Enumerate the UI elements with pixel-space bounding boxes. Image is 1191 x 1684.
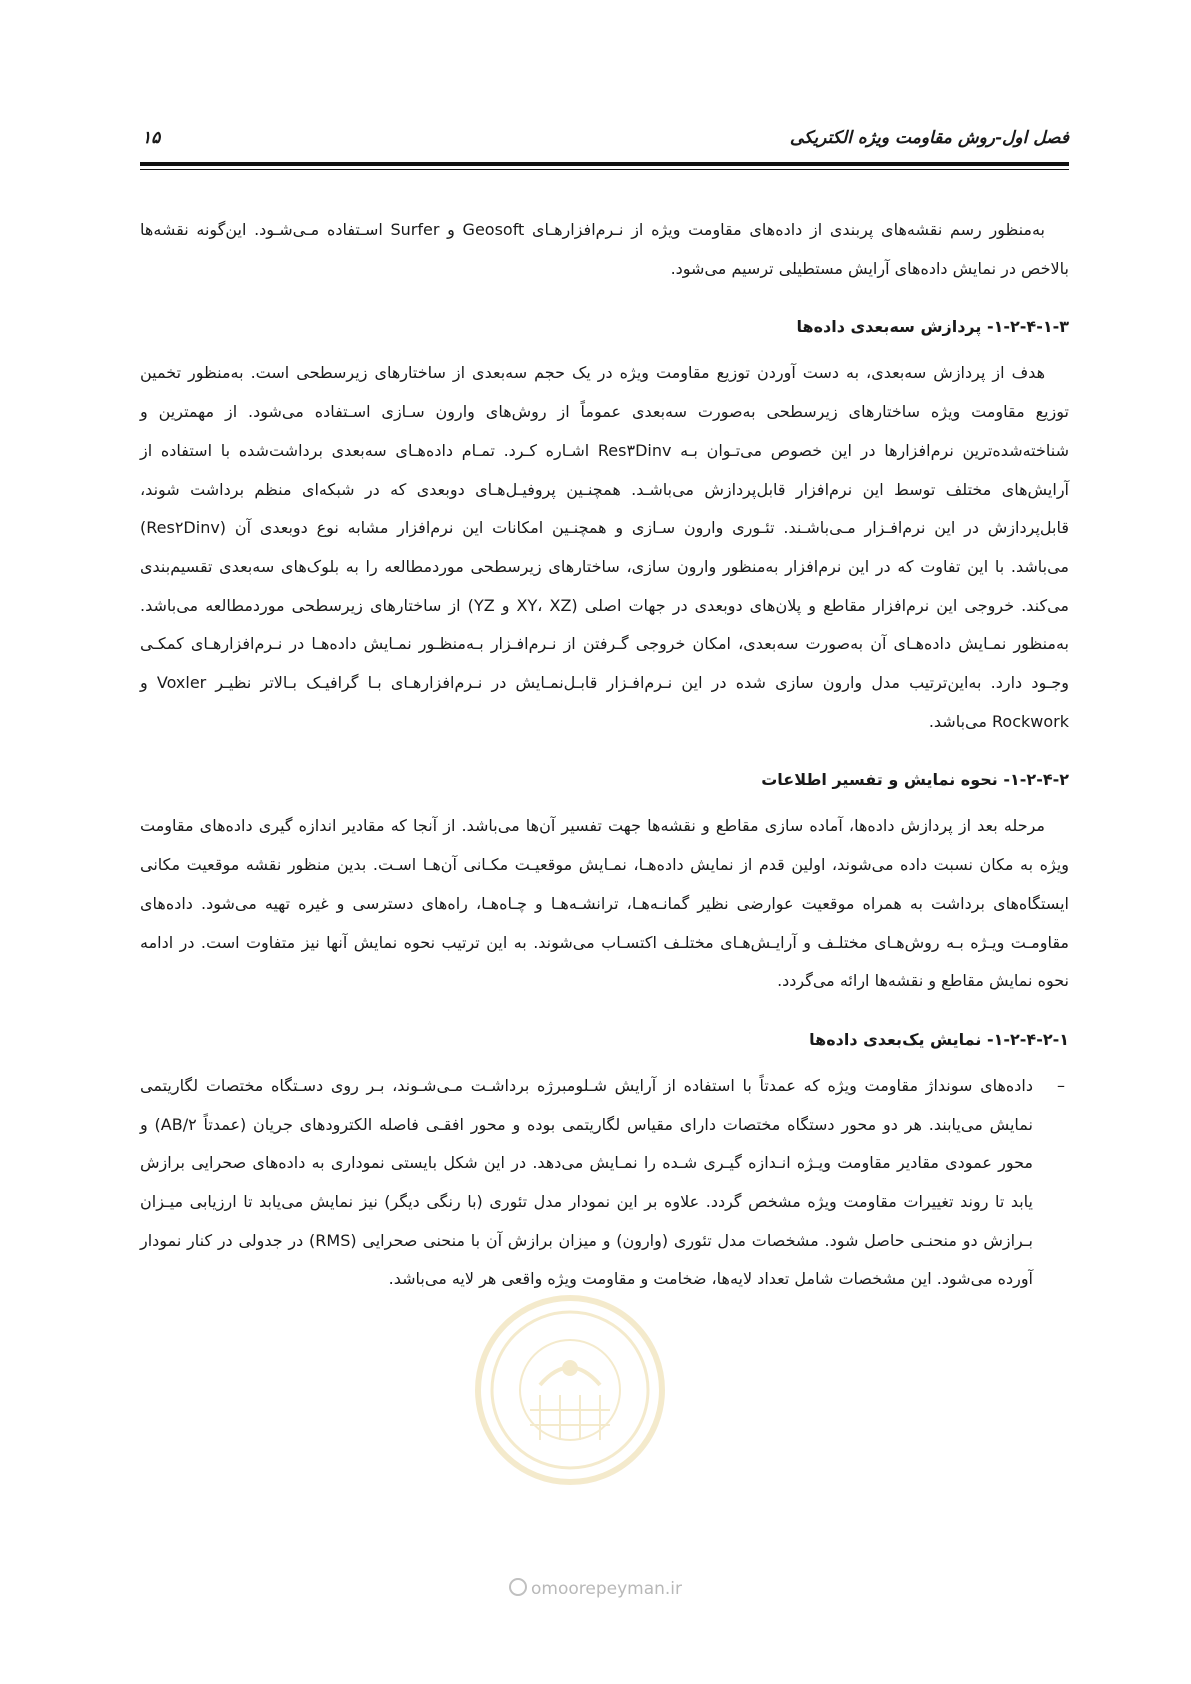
running-header [140, 128, 1069, 158]
paragraph-3d-processing: هدف از پردازش سه‌بعدی، به دست آوردن توزیع مقاومت ویژه در یک حجم سه‌بعدی از ساختارهای زیرسطحی است. به‌منظور تخمین توزیع مقاومت ویژه ساختارهای زیرسطحی به‌صورت سه‌بعدی عموماً از روش‌های وارون سـازی اسـتفاده می‌شود. از مهمترین و شناخته‌شده‌ترین نرم‌افزارها در این خصوص می‌تـوان بـه Res۳Dinv اشـاره کـرد. تمـام داده‌هـای سه‌بعدی برداشت‌شده با استفاده از آرایش‌های مختلف توسط این نرم‌افزار قابل‌پردازش می‌باشـد. همچنـین پروفیـل‌هـای دوبعدی که در شبکه‌ای منظم برداشت شوند، قابل‌پردازش در این نرم‌افـزار مـی‌باشـند. تئـوری وارون سـازی و همچنـین امکانات این نرم‌افزار مشابه نوع دوبعدی آن (Res۲Dinv) می‌باشد. با این تفاوت که در این نرم‌افزار به‌منظور وارون سازی، ساختارهای زیرسطحی موردمطالعه را به بلوک‌های سه‌بعدی تقسیم‌بندی می‌کند. خروجی این نرم‌افزار مقاطع و پلان‌های دوبعدی در جهات اصلی (XY، XZ و YZ) از ساختارهای زیرسطحی موردمطالعه می‌باشد. به‌منظور نمـایش داده‌هـای آن به‌صورت سه‌بعدی، امکان خروجی گـرفتن از نـرم‌افـزار بـه‌منظـور نمـایش داده‌هـا در نـرم‌افزارهـای کمکـی وجـود دارد. به‌این‌ترتیب مدل وارون سازی شده در این نـرم‌افـزار قابـل‌نمـایش در نـرم‌افزارهـای بـا گرافیـک بـالاتر نظیـر Voxler و Rockwork می‌باشد. [140, 363, 1070, 731]
list-item-text: داده‌های سونداژ مقاومت ویژه که عمدتاً با استفاده از آرایش شـلومبرژه برداشـت مـی‌شـوند، بـر روی دسـتگاه مختصات لگاریتمی نمایش می‌یابند. هر دو محور دستگاه مختصات دارای مقیاس لگاریتمی بوده و محور افقـی فاصله الکترودهای جریان (عمدتاً AB/۲) و محور عمودی مقادیر مقاومت ویـژه انـدازه گیـری شـده را نمـایش می‌دهد. در این شکل بایستی نموداری به داده‌های صحرایی برازش یابد تا روند تغییرات مقاومت ویژه مشخص گردد. علاوه بر این نمودار مدل تئوری (با رنگی دیگر) نیز نمایش می‌یابد تا ارزیابی میـزان بـرازش دو منحنـی حاصل شود. مشخصات مدل تئوری (وارون) و میزان برازش آن با منحنی صحرایی (RMS) در جدولی در کنار نمودار آورده می‌شود. این مشخصات شامل تعداد لایه‌ها، ضخامت و مقاومت ویژه واقعی هر لایه می‌باشد. [140, 1075, 1034, 1289]
list-item [140, 1067, 1069, 1299]
paragraph-display-interpretation: مرحله بعد از پردازش داده‌ها، آماده سازی مقاطع و نقشه‌ها جهت تفسیر آن‌ها می‌باشد. از آنجا که مقادیر اندازه گیری داده‌های مقاومت ویژه به مکان نسبت داده می‌شوند، اولین قدم از نمایش داده‌هـا، نمـایش موقعیـت مکـانی آن‌هـا اسـت. بدین منظور نقشه موقعیت مکانی ایستگاه‌های برداشت به همراه موقعیت عوارضی نظیر گمانـه‌هـا، ترانشـه‌هـا و چـاه‌هـا، راه‌های دسترسی و غیره تهیه می‌شود. داده‌های مقاومـت ویـژه بـه روش‌هـای مختلـف و آرایـش‌هـای مختلـف اکتسـاب می‌شوند. به این ترتیب نحوه نمایش آنها نیز متفاوت است. در ادامه نحوه نمایش مقاطع و نقشه‌ها ارائه می‌گردد. [140, 816, 1069, 991]
dash-marker: – [1057, 1075, 1065, 1095]
section-heading-display-interpretation: ۱-۲-۴-۲- نحوه نمایش و تفسیر اطلاعات [761, 770, 1069, 790]
site-watermark [0, 1578, 1191, 1599]
page-number: ۱۵ [142, 128, 161, 148]
header-rule-thick [140, 162, 1069, 166]
bullet-list [140, 1067, 1069, 1299]
body-content [140, 211, 1069, 1299]
header-rule-thin [140, 169, 1069, 170]
watermark-text: omoorepeyman.ir [530, 1579, 683, 1599]
intro-paragraph: به‌منظور رسم نقشه‌های پربندی از داده‌های مقاومت ویژه از نـرم‌افزارهـای Geosoft و Surfer اسـتفاده مـی‌شـود. این‌گونه نقشه‌ها بالاخص در نمایش داده‌های آرایش مستطیلی ترسیم می‌شود. [140, 220, 1069, 278]
chapter-title: فصل اول-روش مقاومت ویژه الکتریکی [789, 128, 1069, 148]
section-heading-3d-processing: ۱-۲-۴-۱-۳- پردازش سه‌بعدی داده‌ها [796, 317, 1069, 337]
section-heading-1d-display: ۱-۲-۴-۲-۱- نمایش یک‌بعدی داده‌ها [809, 1029, 1069, 1049]
at-circle-icon [509, 1578, 527, 1596]
seal-stamp-icon [470, 1290, 670, 1490]
